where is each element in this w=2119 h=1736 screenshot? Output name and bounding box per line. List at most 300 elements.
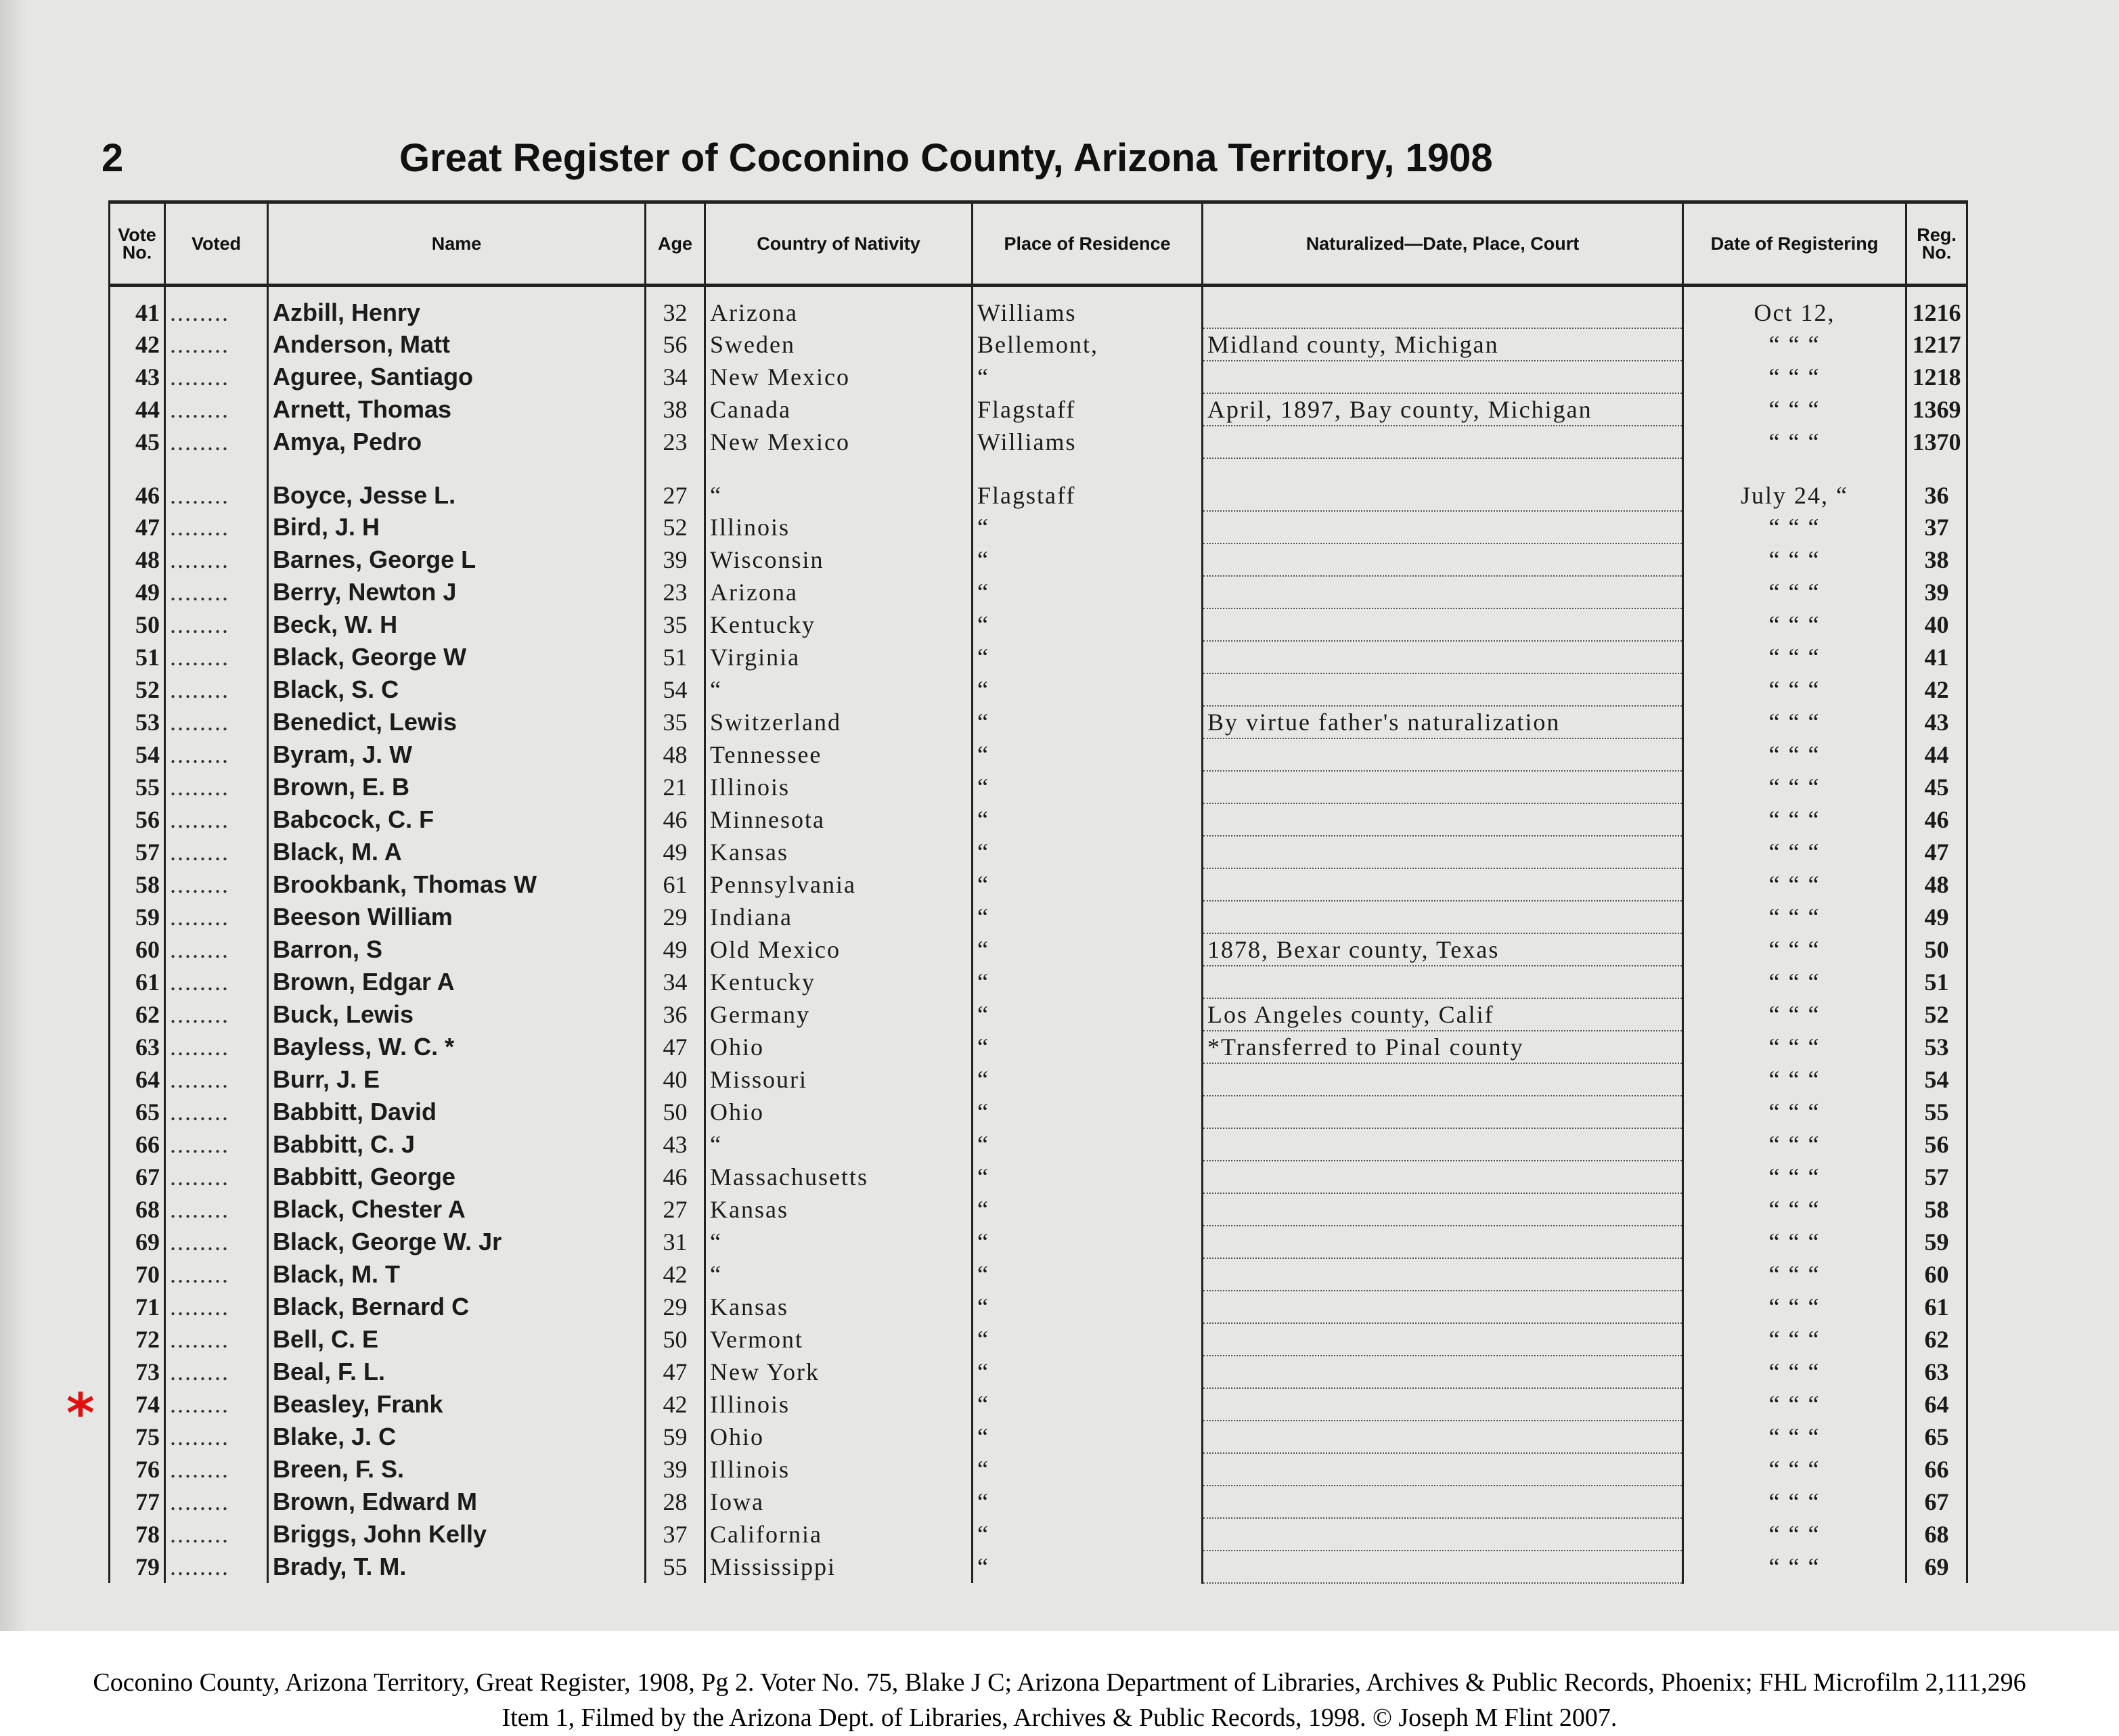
registration-number: 64 xyxy=(1906,1388,1967,1421)
registration-date: “ “ “ xyxy=(1683,998,1906,1031)
country-of-nativity: Switzerland xyxy=(705,706,973,738)
country-of-nativity: Ohio xyxy=(705,1096,973,1128)
vote-number: 44 xyxy=(110,393,165,426)
naturalization-info xyxy=(1203,1161,1683,1193)
registration-date: “ “ “ xyxy=(1683,1128,1906,1161)
country-of-nativity: Massachusetts xyxy=(705,1161,973,1193)
voter-name: Beeson William xyxy=(268,901,646,933)
naturalization-info xyxy=(1203,286,1683,329)
registration-number: 51 xyxy=(1906,966,1967,998)
voted-mark: ........ xyxy=(165,543,268,576)
naturalization-info xyxy=(1203,868,1683,901)
gap-cell xyxy=(110,458,165,479)
gap-cell xyxy=(1683,458,1906,479)
col-header-reg-no: Reg. No. xyxy=(1906,202,1967,286)
vote-number: 63 xyxy=(110,1031,165,1063)
naturalization-info xyxy=(1203,1128,1683,1161)
place-of-residence: “ xyxy=(973,1356,1203,1388)
registration-date: “ “ “ xyxy=(1683,966,1906,998)
col-header-name: Name xyxy=(268,202,646,286)
registration-date: “ “ “ xyxy=(1683,1161,1906,1193)
voter-name: Babbitt, C. J xyxy=(268,1128,646,1161)
voter-age: 47 xyxy=(646,1356,705,1388)
registration-number: 58 xyxy=(1906,1193,1967,1226)
table-row xyxy=(110,803,1967,836)
highlight-asterisk-marker: * xyxy=(66,1382,95,1445)
naturalization-info: *Transferred to Pinal county xyxy=(1203,1031,1683,1063)
place-of-residence: “ xyxy=(973,361,1203,393)
registration-date: “ “ “ xyxy=(1683,1356,1906,1388)
naturalization-info xyxy=(1203,673,1683,706)
country-of-nativity: Illinois xyxy=(705,1388,973,1421)
naturalization-info xyxy=(1203,511,1683,543)
voter-age: 40 xyxy=(646,1063,705,1096)
voted-mark: ........ xyxy=(165,641,268,673)
voted-mark: ........ xyxy=(165,1323,268,1356)
voted-mark: ........ xyxy=(165,393,268,426)
place-of-residence: “ xyxy=(973,1063,1203,1096)
registration-date: “ “ “ xyxy=(1683,901,1906,933)
registration-date: “ “ “ xyxy=(1683,706,1906,738)
place-of-residence: Bellemont, xyxy=(973,328,1203,361)
country-of-nativity: “ xyxy=(705,1226,973,1258)
naturalization-info xyxy=(1203,1323,1683,1356)
col-header-naturalized: Naturalized—Date, Place, Court xyxy=(1203,202,1683,286)
voter-age: 35 xyxy=(646,706,705,738)
country-of-nativity: Kentucky xyxy=(705,608,973,641)
naturalization-info xyxy=(1203,576,1683,608)
table-row xyxy=(110,1421,1967,1453)
vote-number: 60 xyxy=(110,933,165,966)
voted-mark: ........ xyxy=(165,1551,268,1583)
table-row xyxy=(110,738,1967,771)
registration-number: 55 xyxy=(1906,1096,1967,1128)
voter-name: Black, Bernard C xyxy=(268,1291,646,1323)
table-row xyxy=(110,286,1967,329)
gap-cell xyxy=(705,458,973,479)
table-row xyxy=(110,328,1967,361)
voted-mark: ........ xyxy=(165,1096,268,1128)
registration-date: “ “ “ xyxy=(1683,1193,1906,1226)
voter-age: 29 xyxy=(646,1291,705,1323)
voted-mark: ........ xyxy=(165,479,268,511)
voted-mark: ........ xyxy=(165,1063,268,1096)
registration-number: 41 xyxy=(1906,641,1967,673)
naturalization-info xyxy=(1203,1421,1683,1453)
place-of-residence: “ xyxy=(973,1096,1203,1128)
country-of-nativity: Illinois xyxy=(705,511,973,543)
voter-name: Bell, C. E xyxy=(268,1323,646,1356)
country-of-nativity: Illinois xyxy=(705,771,973,803)
registration-number: 63 xyxy=(1906,1356,1967,1388)
naturalization-info xyxy=(1203,966,1683,998)
registration-date: “ “ “ xyxy=(1683,641,1906,673)
voter-name: Anderson, Matt xyxy=(268,328,646,361)
registration-date: “ “ “ xyxy=(1683,771,1906,803)
vote-number: 45 xyxy=(110,426,165,458)
voted-mark: ........ xyxy=(165,738,268,771)
naturalization-info: 1878, Bexar county, Texas xyxy=(1203,933,1683,966)
voter-age: 36 xyxy=(646,998,705,1031)
voted-mark: ........ xyxy=(165,966,268,998)
voted-mark: ........ xyxy=(165,836,268,868)
voter-age: 50 xyxy=(646,1096,705,1128)
voter-age: 38 xyxy=(646,393,705,426)
col-header-voted: Voted xyxy=(165,202,268,286)
voter-name: Benedict, Lewis xyxy=(268,706,646,738)
country-of-nativity: Kentucky xyxy=(705,966,973,998)
country-of-nativity: Sweden xyxy=(705,328,973,361)
country-of-nativity: “ xyxy=(705,673,973,706)
gap-cell xyxy=(1906,458,1967,479)
voter-age: 42 xyxy=(646,1388,705,1421)
table-row xyxy=(110,1161,1967,1193)
vote-number: 57 xyxy=(110,836,165,868)
vote-number: 62 xyxy=(110,998,165,1031)
voted-mark: ........ xyxy=(165,1421,268,1453)
registration-number: 54 xyxy=(1906,1063,1967,1096)
table-row xyxy=(110,1193,1967,1226)
voter-age: 47 xyxy=(646,1031,705,1063)
place-of-residence: “ xyxy=(973,966,1203,998)
voted-mark: ........ xyxy=(165,426,268,458)
table-row xyxy=(110,933,1967,966)
voter-name: Brookbank, Thomas W xyxy=(268,868,646,901)
registration-number: 61 xyxy=(1906,1291,1967,1323)
naturalization-info xyxy=(1203,1486,1683,1518)
naturalization-info xyxy=(1203,426,1683,458)
voter-name: Burr, J. E xyxy=(268,1063,646,1096)
table-row xyxy=(110,543,1967,576)
country-of-nativity: Ohio xyxy=(705,1421,973,1453)
voter-name: Bayless, W. C. * xyxy=(268,1031,646,1063)
vote-number: 53 xyxy=(110,706,165,738)
naturalization-info xyxy=(1203,1063,1683,1096)
col-header-residence: Place of Residence xyxy=(973,202,1203,286)
vote-number: 61 xyxy=(110,966,165,998)
voter-age: 55 xyxy=(646,1551,705,1583)
vote-number: 43 xyxy=(110,361,165,393)
voter-name: Black, M. T xyxy=(268,1258,646,1291)
voter-age: 27 xyxy=(646,479,705,511)
voter-age: 51 xyxy=(646,641,705,673)
register-table xyxy=(108,200,1968,1584)
registration-date: July 24, “ xyxy=(1683,479,1906,511)
voter-name: Brady, T. M. xyxy=(268,1551,646,1583)
voter-age: 27 xyxy=(646,1193,705,1226)
voter-age: 39 xyxy=(646,1453,705,1486)
place-of-residence: “ xyxy=(973,543,1203,576)
voter-age: 37 xyxy=(646,1518,705,1551)
table-row xyxy=(110,966,1967,998)
voted-mark: ........ xyxy=(165,1226,268,1258)
country-of-nativity: Kansas xyxy=(705,836,973,868)
registration-date: “ “ “ xyxy=(1683,738,1906,771)
vote-number: 46 xyxy=(110,479,165,511)
registration-number: 47 xyxy=(1906,836,1967,868)
voter-name: Aguree, Santiago xyxy=(268,361,646,393)
registration-date: “ “ “ xyxy=(1683,328,1906,361)
registration-number: 52 xyxy=(1906,998,1967,1031)
table-row xyxy=(110,1486,1967,1518)
registration-number: 1218 xyxy=(1906,361,1967,393)
registration-number: 68 xyxy=(1906,1518,1967,1551)
voter-age: 39 xyxy=(646,543,705,576)
voter-age: 56 xyxy=(646,328,705,361)
table-row xyxy=(110,479,1967,511)
country-of-nativity: “ xyxy=(705,1128,973,1161)
voted-mark: ........ xyxy=(165,1453,268,1486)
naturalization-info xyxy=(1203,1356,1683,1388)
voted-mark: ........ xyxy=(165,868,268,901)
vote-number: 66 xyxy=(110,1128,165,1161)
country-of-nativity: Mississippi xyxy=(705,1551,973,1583)
vote-number: 52 xyxy=(110,673,165,706)
voter-name: Black, Chester A xyxy=(268,1193,646,1226)
voted-mark: ........ xyxy=(165,771,268,803)
place-of-residence: “ xyxy=(973,1421,1203,1453)
registration-date: “ “ “ xyxy=(1683,1486,1906,1518)
vote-number: 79 xyxy=(110,1551,165,1583)
vote-number: 69 xyxy=(110,1226,165,1258)
place-of-residence: “ xyxy=(973,576,1203,608)
table-row xyxy=(110,361,1967,393)
voter-age: 29 xyxy=(646,901,705,933)
table-row xyxy=(110,901,1967,933)
table-row xyxy=(110,1063,1967,1096)
voted-mark: ........ xyxy=(165,576,268,608)
registration-date: “ “ “ xyxy=(1683,1551,1906,1583)
country-of-nativity: Vermont xyxy=(705,1323,973,1356)
place-of-residence: “ xyxy=(973,771,1203,803)
naturalization-info xyxy=(1203,771,1683,803)
vote-number: 75 xyxy=(110,1421,165,1453)
vote-number: 49 xyxy=(110,576,165,608)
registration-date: “ “ “ xyxy=(1683,673,1906,706)
voter-age: 28 xyxy=(646,1486,705,1518)
voter-name: Brown, Edgar A xyxy=(268,966,646,998)
registration-number: 37 xyxy=(1906,511,1967,543)
place-of-residence: “ xyxy=(973,1388,1203,1421)
voter-name: Babcock, C. F xyxy=(268,803,646,836)
caption-line-2: Item 1, Filmed by the Arizona Dept. of Libraries, Archives & Public Records, 1998. © Joseph M Flint 2007. xyxy=(501,1704,1618,1732)
table-row xyxy=(110,426,1967,458)
voted-mark: ........ xyxy=(165,1356,268,1388)
gap-cell xyxy=(646,458,705,479)
registration-date: “ “ “ xyxy=(1683,1323,1906,1356)
naturalization-info xyxy=(1203,1453,1683,1486)
country-of-nativity: Germany xyxy=(705,998,973,1031)
voter-age: 34 xyxy=(646,966,705,998)
country-of-nativity: “ xyxy=(705,1258,973,1291)
country-of-nativity: Arizona xyxy=(705,286,973,329)
voter-name: Blake, J. C xyxy=(268,1421,646,1453)
country-of-nativity: Pennsylvania xyxy=(705,868,973,901)
voter-age: 54 xyxy=(646,673,705,706)
registration-date: “ “ “ xyxy=(1683,361,1906,393)
registration-number: 46 xyxy=(1906,803,1967,836)
voter-name: Babbitt, David xyxy=(268,1096,646,1128)
table-row xyxy=(110,1226,1967,1258)
vote-number: 70 xyxy=(110,1258,165,1291)
country-of-nativity: Virginia xyxy=(705,641,973,673)
registration-number: 48 xyxy=(1906,868,1967,901)
registration-number: 50 xyxy=(1906,933,1967,966)
country-of-nativity: “ xyxy=(705,479,973,511)
country-of-nativity: Wisconsin xyxy=(705,543,973,576)
place-of-residence: “ xyxy=(973,706,1203,738)
voted-mark: ........ xyxy=(165,1161,268,1193)
voter-name: Black, George W xyxy=(268,641,646,673)
registration-number: 36 xyxy=(1906,479,1967,511)
country-of-nativity: Kansas xyxy=(705,1193,973,1226)
voter-age: 23 xyxy=(646,426,705,458)
vote-number: 42 xyxy=(110,328,165,361)
voted-mark: ........ xyxy=(165,1291,268,1323)
country-of-nativity: Illinois xyxy=(705,1453,973,1486)
registration-number: 53 xyxy=(1906,1031,1967,1063)
place-of-residence: “ xyxy=(973,738,1203,771)
table-row xyxy=(110,576,1967,608)
voter-name: Black, M. A xyxy=(268,836,646,868)
registration-number: 40 xyxy=(1906,608,1967,641)
place-of-residence: “ xyxy=(973,511,1203,543)
voter-name: Boyce, Jesse L. xyxy=(268,479,646,511)
place-of-residence: Williams xyxy=(973,426,1203,458)
col-header-country: Country of Nativity xyxy=(705,202,973,286)
vote-number: 47 xyxy=(110,511,165,543)
table-row xyxy=(110,1453,1967,1486)
naturalization-info xyxy=(1203,1551,1683,1583)
voter-age: 49 xyxy=(646,933,705,966)
place-of-residence: “ xyxy=(973,608,1203,641)
vote-number: 41 xyxy=(110,286,165,329)
table-row xyxy=(110,1356,1967,1388)
country-of-nativity: Arizona xyxy=(705,576,973,608)
table-row xyxy=(110,1518,1967,1551)
naturalization-info xyxy=(1203,479,1683,511)
vote-number: 73 xyxy=(110,1356,165,1388)
registration-number: 1370 xyxy=(1906,426,1967,458)
place-of-residence: “ xyxy=(973,1226,1203,1258)
place-of-residence: “ xyxy=(973,901,1203,933)
voted-mark: ........ xyxy=(165,901,268,933)
caption-line-1: Coconino County, Arizona Territory, Great Register, 1908, Pg 2. Voter No. 75, Blake J C; Arizona Department of Libraries, Archives & Public Records, Phoenix; FHL Microfilm 2,111,296 xyxy=(93,1668,2026,1697)
voter-age: 31 xyxy=(646,1226,705,1258)
place-of-residence: “ xyxy=(973,1161,1203,1193)
voted-mark: ........ xyxy=(165,933,268,966)
vote-number: 74 xyxy=(110,1388,165,1421)
row-gap xyxy=(110,458,1967,479)
vote-number: 48 xyxy=(110,543,165,576)
voter-age: 23 xyxy=(646,576,705,608)
voter-name: Byram, J. W xyxy=(268,738,646,771)
vote-number: 76 xyxy=(110,1453,165,1486)
vote-number: 71 xyxy=(110,1291,165,1323)
gap-cell xyxy=(268,458,646,479)
table-row xyxy=(110,641,1967,673)
voter-name: Barnes, George L xyxy=(268,543,646,576)
country-of-nativity: Minnesota xyxy=(705,803,973,836)
voted-mark: ........ xyxy=(165,803,268,836)
vote-number: 77 xyxy=(110,1486,165,1518)
registration-number: 44 xyxy=(1906,738,1967,771)
vote-number: 65 xyxy=(110,1096,165,1128)
registration-date: “ “ “ xyxy=(1683,1258,1906,1291)
naturalization-info xyxy=(1203,1291,1683,1323)
place-of-residence: “ xyxy=(973,933,1203,966)
registration-number: 66 xyxy=(1906,1453,1967,1486)
vote-number: 64 xyxy=(110,1063,165,1096)
table-row xyxy=(110,608,1967,641)
voter-age: 49 xyxy=(646,836,705,868)
table-row xyxy=(110,771,1967,803)
naturalization-info: By virtue father's naturalization xyxy=(1203,706,1683,738)
naturalization-info xyxy=(1203,543,1683,576)
table-row xyxy=(110,1551,1967,1583)
naturalization-info xyxy=(1203,1226,1683,1258)
voter-name: Bird, J. H xyxy=(268,511,646,543)
country-of-nativity: New Mexico xyxy=(705,361,973,393)
country-of-nativity: Old Mexico xyxy=(705,933,973,966)
voted-mark: ........ xyxy=(165,328,268,361)
registration-number: 42 xyxy=(1906,673,1967,706)
voted-mark: ........ xyxy=(165,1193,268,1226)
table-row xyxy=(110,1258,1967,1291)
naturalization-info xyxy=(1203,1388,1683,1421)
vote-number: 54 xyxy=(110,738,165,771)
naturalization-info xyxy=(1203,1193,1683,1226)
voter-name: Babbitt, George xyxy=(268,1161,646,1193)
col-header-date: Date of Registering xyxy=(1683,202,1906,286)
voted-mark: ........ xyxy=(165,1518,268,1551)
table-row xyxy=(110,868,1967,901)
registration-number: 38 xyxy=(1906,543,1967,576)
vote-number: 51 xyxy=(110,641,165,673)
table-row xyxy=(110,1323,1967,1356)
naturalization-info xyxy=(1203,641,1683,673)
page-title: Great Register of Coconino County, Arizona Territory, 1908 xyxy=(399,136,1493,180)
place-of-residence: “ xyxy=(973,1258,1203,1291)
registration-number: 56 xyxy=(1906,1128,1967,1161)
registration-date: Oct 12, xyxy=(1683,286,1906,329)
table-row xyxy=(110,706,1967,738)
registration-number: 67 xyxy=(1906,1486,1967,1518)
voted-mark: ........ xyxy=(165,608,268,641)
voted-mark: ........ xyxy=(165,673,268,706)
voter-name: Buck, Lewis xyxy=(268,998,646,1031)
voter-age: 42 xyxy=(646,1258,705,1291)
place-of-residence: “ xyxy=(973,1291,1203,1323)
voter-name: Black, S. C xyxy=(268,673,646,706)
voter-name: Azbill, Henry xyxy=(268,286,646,329)
naturalization-info xyxy=(1203,1096,1683,1128)
vote-number: 67 xyxy=(110,1161,165,1193)
registration-date: “ “ “ xyxy=(1683,608,1906,641)
gap-cell xyxy=(165,458,268,479)
page-number: 2 xyxy=(102,136,124,180)
voted-mark: ........ xyxy=(165,1388,268,1421)
voter-age: 21 xyxy=(646,771,705,803)
registration-date: “ “ “ xyxy=(1683,1096,1906,1128)
voted-mark: ........ xyxy=(165,511,268,543)
registration-date: “ “ “ xyxy=(1683,426,1906,458)
table-row xyxy=(110,393,1967,426)
registration-number: 57 xyxy=(1906,1161,1967,1193)
voted-mark: ........ xyxy=(165,1486,268,1518)
vote-number: 78 xyxy=(110,1518,165,1551)
voter-age: 43 xyxy=(646,1128,705,1161)
